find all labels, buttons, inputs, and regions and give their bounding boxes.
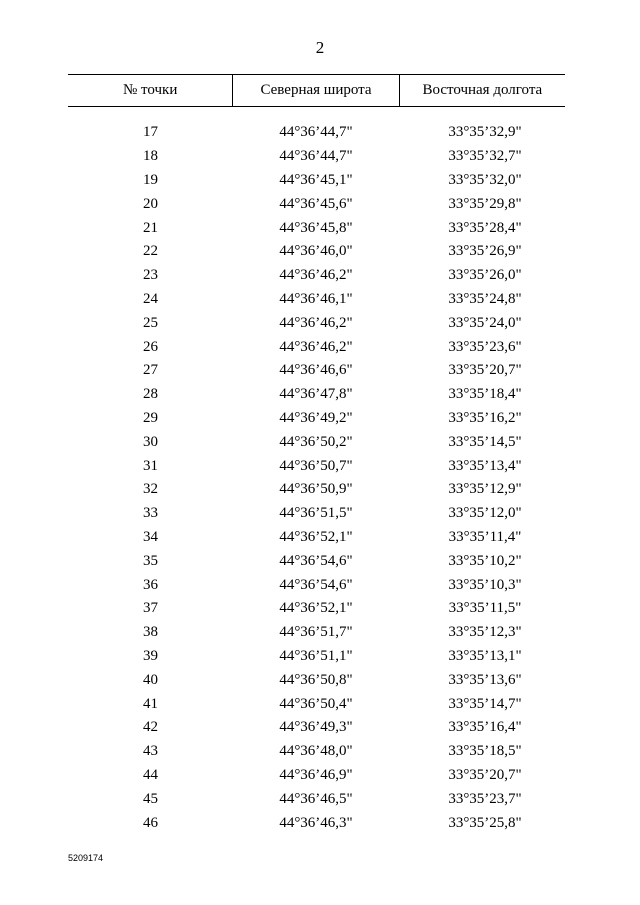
- longitude-cell: 33°35’12,0": [448, 505, 522, 522]
- point-number-cell: 19: [143, 171, 158, 188]
- page-number: 2: [315, 38, 325, 57]
- longitude-cell: 33°35’12,9": [448, 481, 522, 498]
- table-row: [68, 621, 565, 645]
- longitude-cell: 33°35’18,4": [448, 386, 522, 403]
- latitude-cell: 44°36’45,6": [279, 195, 353, 212]
- table-header: [68, 74, 565, 107]
- table-row: [68, 192, 565, 216]
- table-row: [68, 502, 565, 526]
- header-east-longitude: Восточная долгота: [399, 75, 565, 106]
- longitude-cell: 33°35’11,5": [448, 600, 522, 617]
- point-number-cell: 33: [143, 505, 158, 522]
- longitude-cell: 33°35’10,3": [448, 576, 522, 593]
- point-number-cell: 37: [143, 600, 158, 617]
- point-number-cell: 18: [143, 148, 158, 165]
- table-row: [68, 811, 565, 835]
- table-row: [68, 169, 565, 193]
- table-body: [68, 121, 565, 835]
- latitude-cell: 44°36’48,0": [279, 743, 353, 760]
- table-row: [68, 716, 565, 740]
- latitude-cell: 44°36’54,6": [279, 552, 353, 569]
- latitude-cell: 44°36’46,9": [279, 766, 353, 783]
- longitude-cell: 33°35’13,6": [448, 671, 522, 688]
- table-row: [68, 692, 565, 716]
- longitude-cell: 33°35’14,7": [448, 695, 522, 712]
- point-number-cell: 32: [143, 481, 158, 498]
- table-row: [68, 668, 565, 692]
- point-number-cell: 38: [143, 624, 158, 641]
- point-number-cell: 36: [143, 576, 158, 593]
- point-number-cell: 28: [143, 386, 158, 403]
- longitude-cell: 33°35’32,0": [448, 171, 522, 188]
- point-number-cell: 42: [143, 719, 158, 736]
- point-number-cell: 22: [143, 243, 158, 260]
- longitude-cell: 33°35’32,9": [448, 124, 522, 141]
- longitude-cell: 33°35’20,7": [448, 362, 522, 379]
- point-number-cell: 44: [143, 766, 158, 783]
- latitude-cell: 44°36’46,2": [279, 314, 353, 331]
- point-number-cell: 39: [143, 647, 158, 664]
- table-row: [68, 240, 565, 264]
- table-row: [68, 549, 565, 573]
- latitude-cell: 44°36’46,3": [279, 814, 353, 831]
- point-number-cell: 31: [143, 457, 158, 474]
- point-number-cell: 40: [143, 671, 158, 688]
- header-point-number: № точки: [122, 82, 178, 98]
- longitude-cell: 33°35’13,4": [448, 457, 522, 474]
- latitude-cell: 44°36’45,8": [279, 219, 353, 236]
- point-number-cell: 34: [143, 528, 158, 545]
- table-row: [68, 478, 565, 502]
- longitude-cell: 33°35’16,2": [448, 409, 522, 426]
- latitude-cell: 44°36’51,5": [279, 505, 353, 522]
- latitude-cell: 44°36’46,2": [279, 338, 353, 355]
- point-number-cell: 29: [143, 409, 158, 426]
- longitude-cell: 33°35’24,8": [448, 290, 522, 307]
- latitude-cell: 44°36’46,1": [279, 290, 353, 307]
- latitude-cell: 44°36’50,8": [279, 671, 353, 688]
- longitude-cell: 33°35’13,1": [448, 647, 522, 664]
- point-number-cell: 46: [143, 814, 158, 831]
- table-row: [68, 407, 565, 431]
- longitude-cell: 33°35’20,7": [448, 766, 522, 783]
- longitude-cell: 33°35’25,8": [448, 814, 522, 831]
- table-row: [68, 288, 565, 312]
- table-row: [68, 454, 565, 478]
- table-row: [68, 597, 565, 621]
- longitude-cell: 33°35’16,4": [448, 719, 522, 736]
- longitude-cell: 33°35’23,7": [448, 790, 522, 807]
- latitude-cell: 44°36’45,1": [279, 171, 353, 188]
- point-number-cell: 45: [143, 790, 158, 807]
- latitude-cell: 44°36’54,6": [279, 576, 353, 593]
- point-number-cell: 27: [143, 362, 158, 379]
- point-number-cell: 25: [143, 314, 158, 331]
- longitude-cell: 33°35’26,0": [448, 267, 522, 284]
- latitude-cell: 44°36’49,2": [279, 409, 353, 426]
- table-row: [68, 645, 565, 669]
- latitude-cell: 44°36’47,8": [279, 386, 353, 403]
- document-code: 5209174: [68, 853, 104, 863]
- latitude-cell: 44°36’51,1": [279, 647, 353, 664]
- table-row: [68, 335, 565, 359]
- latitude-cell: 44°36’46,0": [279, 243, 353, 260]
- latitude-cell: 44°36’44,7": [279, 124, 353, 141]
- latitude-cell: 44°36’51,7": [279, 624, 353, 641]
- table-row: [68, 526, 565, 550]
- longitude-cell: 33°35’24,0": [448, 314, 522, 331]
- latitude-cell: 44°36’46,5": [279, 790, 353, 807]
- table-row: [68, 764, 565, 788]
- point-number-cell: 24: [143, 290, 158, 307]
- table-row: [68, 359, 565, 383]
- longitude-cell: 33°35’28,4": [448, 219, 522, 236]
- table-row: [68, 145, 565, 169]
- longitude-cell: 33°35’23,6": [448, 338, 522, 355]
- latitude-cell: 44°36’50,9": [279, 481, 353, 498]
- point-number-cell: 21: [143, 219, 158, 236]
- coordinates-table: [68, 74, 565, 835]
- point-number-cell: 30: [143, 433, 158, 450]
- table-row: [68, 383, 565, 407]
- header-north-latitude: Северная широта: [232, 75, 398, 106]
- point-number-cell: 43: [143, 743, 158, 760]
- longitude-cell: 33°35’32,7": [448, 148, 522, 165]
- latitude-cell: 44°36’52,1": [279, 528, 353, 545]
- longitude-cell: 33°35’10,2": [448, 552, 522, 569]
- latitude-cell: 44°36’50,7": [279, 457, 353, 474]
- longitude-cell: 33°35’11,4": [448, 528, 522, 545]
- table-row: [68, 740, 565, 764]
- longitude-cell: 33°35’14,5": [448, 433, 522, 450]
- point-number-cell: 20: [143, 195, 158, 212]
- longitude-cell: 33°35’29,8": [448, 195, 522, 212]
- latitude-cell: 44°36’49,3": [279, 719, 353, 736]
- point-number-cell: 41: [143, 695, 158, 712]
- table-row: [68, 430, 565, 454]
- latitude-cell: 44°36’50,2": [279, 433, 353, 450]
- table-row: [68, 216, 565, 240]
- table-row: [68, 787, 565, 811]
- latitude-cell: 44°36’44,7": [279, 148, 353, 165]
- latitude-cell: 44°36’46,6": [279, 362, 353, 379]
- table-row: [68, 311, 565, 335]
- table-row: [68, 264, 565, 288]
- longitude-cell: 33°35’18,5": [448, 743, 522, 760]
- latitude-cell: 44°36’50,4": [279, 695, 353, 712]
- point-number-cell: 23: [143, 267, 158, 284]
- point-number-cell: 17: [143, 124, 158, 141]
- point-number-cell: 26: [143, 338, 158, 355]
- longitude-cell: 33°35’26,9": [448, 243, 522, 260]
- longitude-cell: 33°35’12,3": [448, 624, 522, 641]
- latitude-cell: 44°36’52,1": [279, 600, 353, 617]
- table-row: [68, 121, 565, 145]
- latitude-cell: 44°36’46,2": [279, 267, 353, 284]
- point-number-cell: 35: [143, 552, 158, 569]
- table-row: [68, 573, 565, 597]
